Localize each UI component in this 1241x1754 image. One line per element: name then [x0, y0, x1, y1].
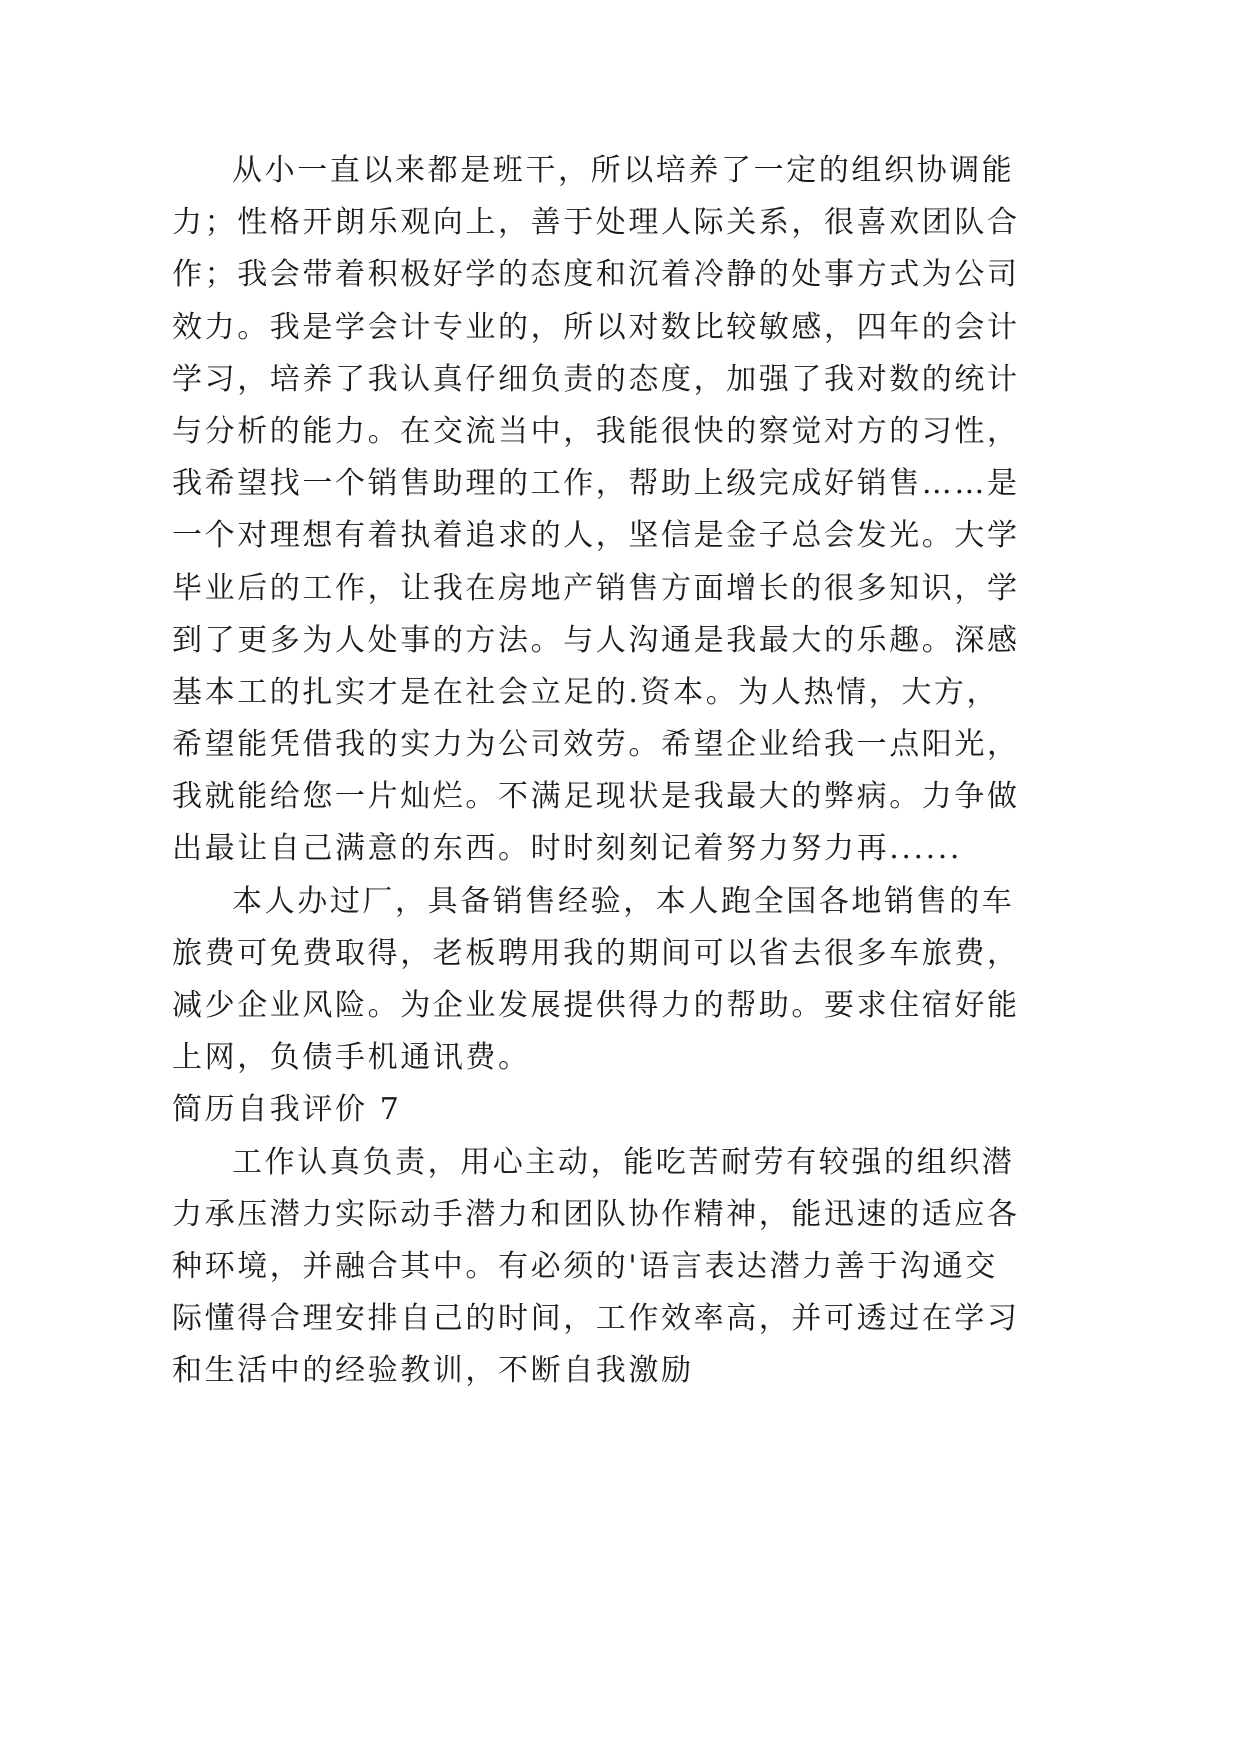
paragraph-line: 和生活中的经验教训，不断自我激励	[172, 1353, 694, 1389]
paragraph-line: 出最让自己满意的东西。时时刻刻记着努力努力再......	[172, 831, 963, 867]
paragraph-line: 从小一直以来都是班干，所以培养了一定的组织协调能	[232, 153, 1015, 188]
document-page	[172, 145, 1020, 1398]
paragraph-self-evaluation-1	[172, 145, 1020, 876]
paragraph-line: 一个对理想有着执着追求的人，坚信是金子总会发光。大学	[172, 518, 1020, 554]
paragraph-line: 旅费可免费取得，老板聘用我的期间可以省去很多车旅费，	[172, 935, 1020, 971]
paragraph-line: 减少企业风险。为企业发展提供得力的帮助。要求住宿好能	[172, 988, 1020, 1023]
paragraph-line: 毕业后的工作，让我在房地产销售方面增长的很多知识，学	[172, 570, 1020, 606]
paragraph-line: 上网，负债手机通讯费。	[172, 1040, 531, 1076]
paragraph-line: 效力。我是学会计专业的，所以对数比较敏感，四年的会计	[172, 309, 1020, 345]
paragraph-line: 力；性格开朗乐观向上，善于处理人际关系，很喜欢团队合	[172, 205, 1020, 241]
section-heading: 简历自我评价 7	[172, 1092, 402, 1128]
paragraph-line: 作；我会带着积极好学的态度和沉着冷静的处事方式为公司	[172, 257, 1020, 293]
paragraph-line: 基本工的扎实才是在社会立足的.资本。为人热情，大方，	[172, 674, 1000, 710]
paragraph-line: 与分析的能力。在交流当中，我能很快的察觉对方的习性，	[172, 413, 1020, 449]
paragraph-self-evaluation-2	[172, 876, 1020, 1085]
paragraph-self-evaluation-3	[172, 1137, 1020, 1398]
paragraph-line: 本人办过厂，具备销售经验，本人跑全国各地销售的车	[232, 883, 1015, 919]
paragraph-line: 到了更多为人处事的方法。与人沟通是我最大的乐趣。深感	[172, 622, 1020, 658]
paragraph-line: 际懂得合理安排自己的时间，工作效率高，并可透过在学习	[172, 1301, 1020, 1337]
paragraph-line: 我就能给您一片灿烂。不满足现状是我最大的弊病。力争做	[172, 779, 1020, 815]
paragraph-line: 种环境，并融合其中。有必须的'语言表达潜力善于沟通交	[172, 1248, 998, 1284]
paragraph-line: 工作认真负责，用心主动，能吃苦耐劳有较强的组织潜	[232, 1144, 1015, 1180]
paragraph-line: 学习，培养了我认真仔细负责的态度，加强了我对数的统计	[172, 361, 1020, 397]
paragraph-line: 力承压潜力实际动手潜力和团队协作精神，能迅速的适应各	[172, 1196, 1020, 1232]
paragraph-line: 我希望找一个销售助理的工作，帮助上级完成好销售……是	[172, 466, 1020, 502]
paragraph-line: 希望能凭借我的实力为公司效劳。希望企业给我一点阳光，	[172, 727, 1020, 763]
